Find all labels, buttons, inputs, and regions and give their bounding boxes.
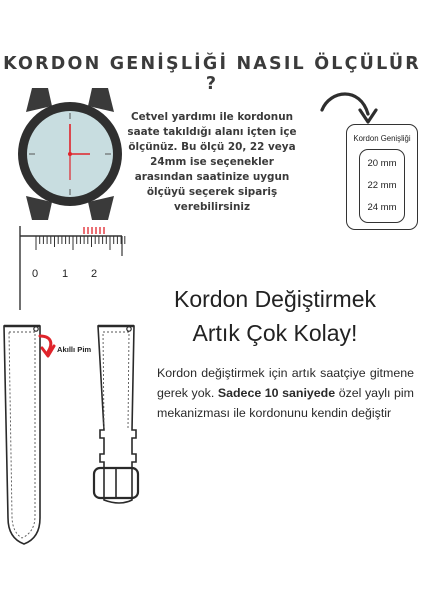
headline-line-1: Kordon Değiştirmek [174,286,376,312]
measure-instructions: Cetvel yardımı ile kordonun saate takıldığı alanı içten içe ölçünüz. Bu ölçü 20, 22 veya 24mm ise seçenekler arasından saatinize uygun ölçüyü seçerek sipariş verebilirsiniz [127,111,297,213]
width-option-20: 20 mm [367,158,397,169]
watch-illustration [8,84,132,234]
width-option-24: 24 mm [367,202,397,213]
ruler-tick-1: 1 [62,268,69,280]
curved-arrow-icon [316,88,382,128]
description-bold: Sadece 10 saniyede [217,386,336,400]
page-title: KORDON GENİŞLİĞİ NASIL ÖLÇÜLÜR ? [3,54,421,94]
width-option-22: 22 mm [367,180,397,191]
strap-width-label: Kordon Genişliği [353,134,411,143]
spring-bar-pin-icon [34,327,38,331]
ruler-tick-2: 2 [91,268,98,280]
description-part-2: özel yaylı pim mekanizması ile kordonunu kendin değiştir [157,386,414,420]
strap-illustration [0,318,160,558]
strap-right [94,326,138,503]
description-part-1: Kordon değiştirmek için artık saatçiye gitmene gerek yok. [157,366,414,400]
smart-pin-label: Akıllı Pim [57,345,92,354]
strap-left [4,326,40,544]
description [157,363,414,423]
strap-width-selector [346,124,418,230]
headline-line-2: Artık Çok Kolay! [192,320,358,346]
ruler-tick-0: 0 [32,268,39,280]
strap-width-options [359,149,405,223]
